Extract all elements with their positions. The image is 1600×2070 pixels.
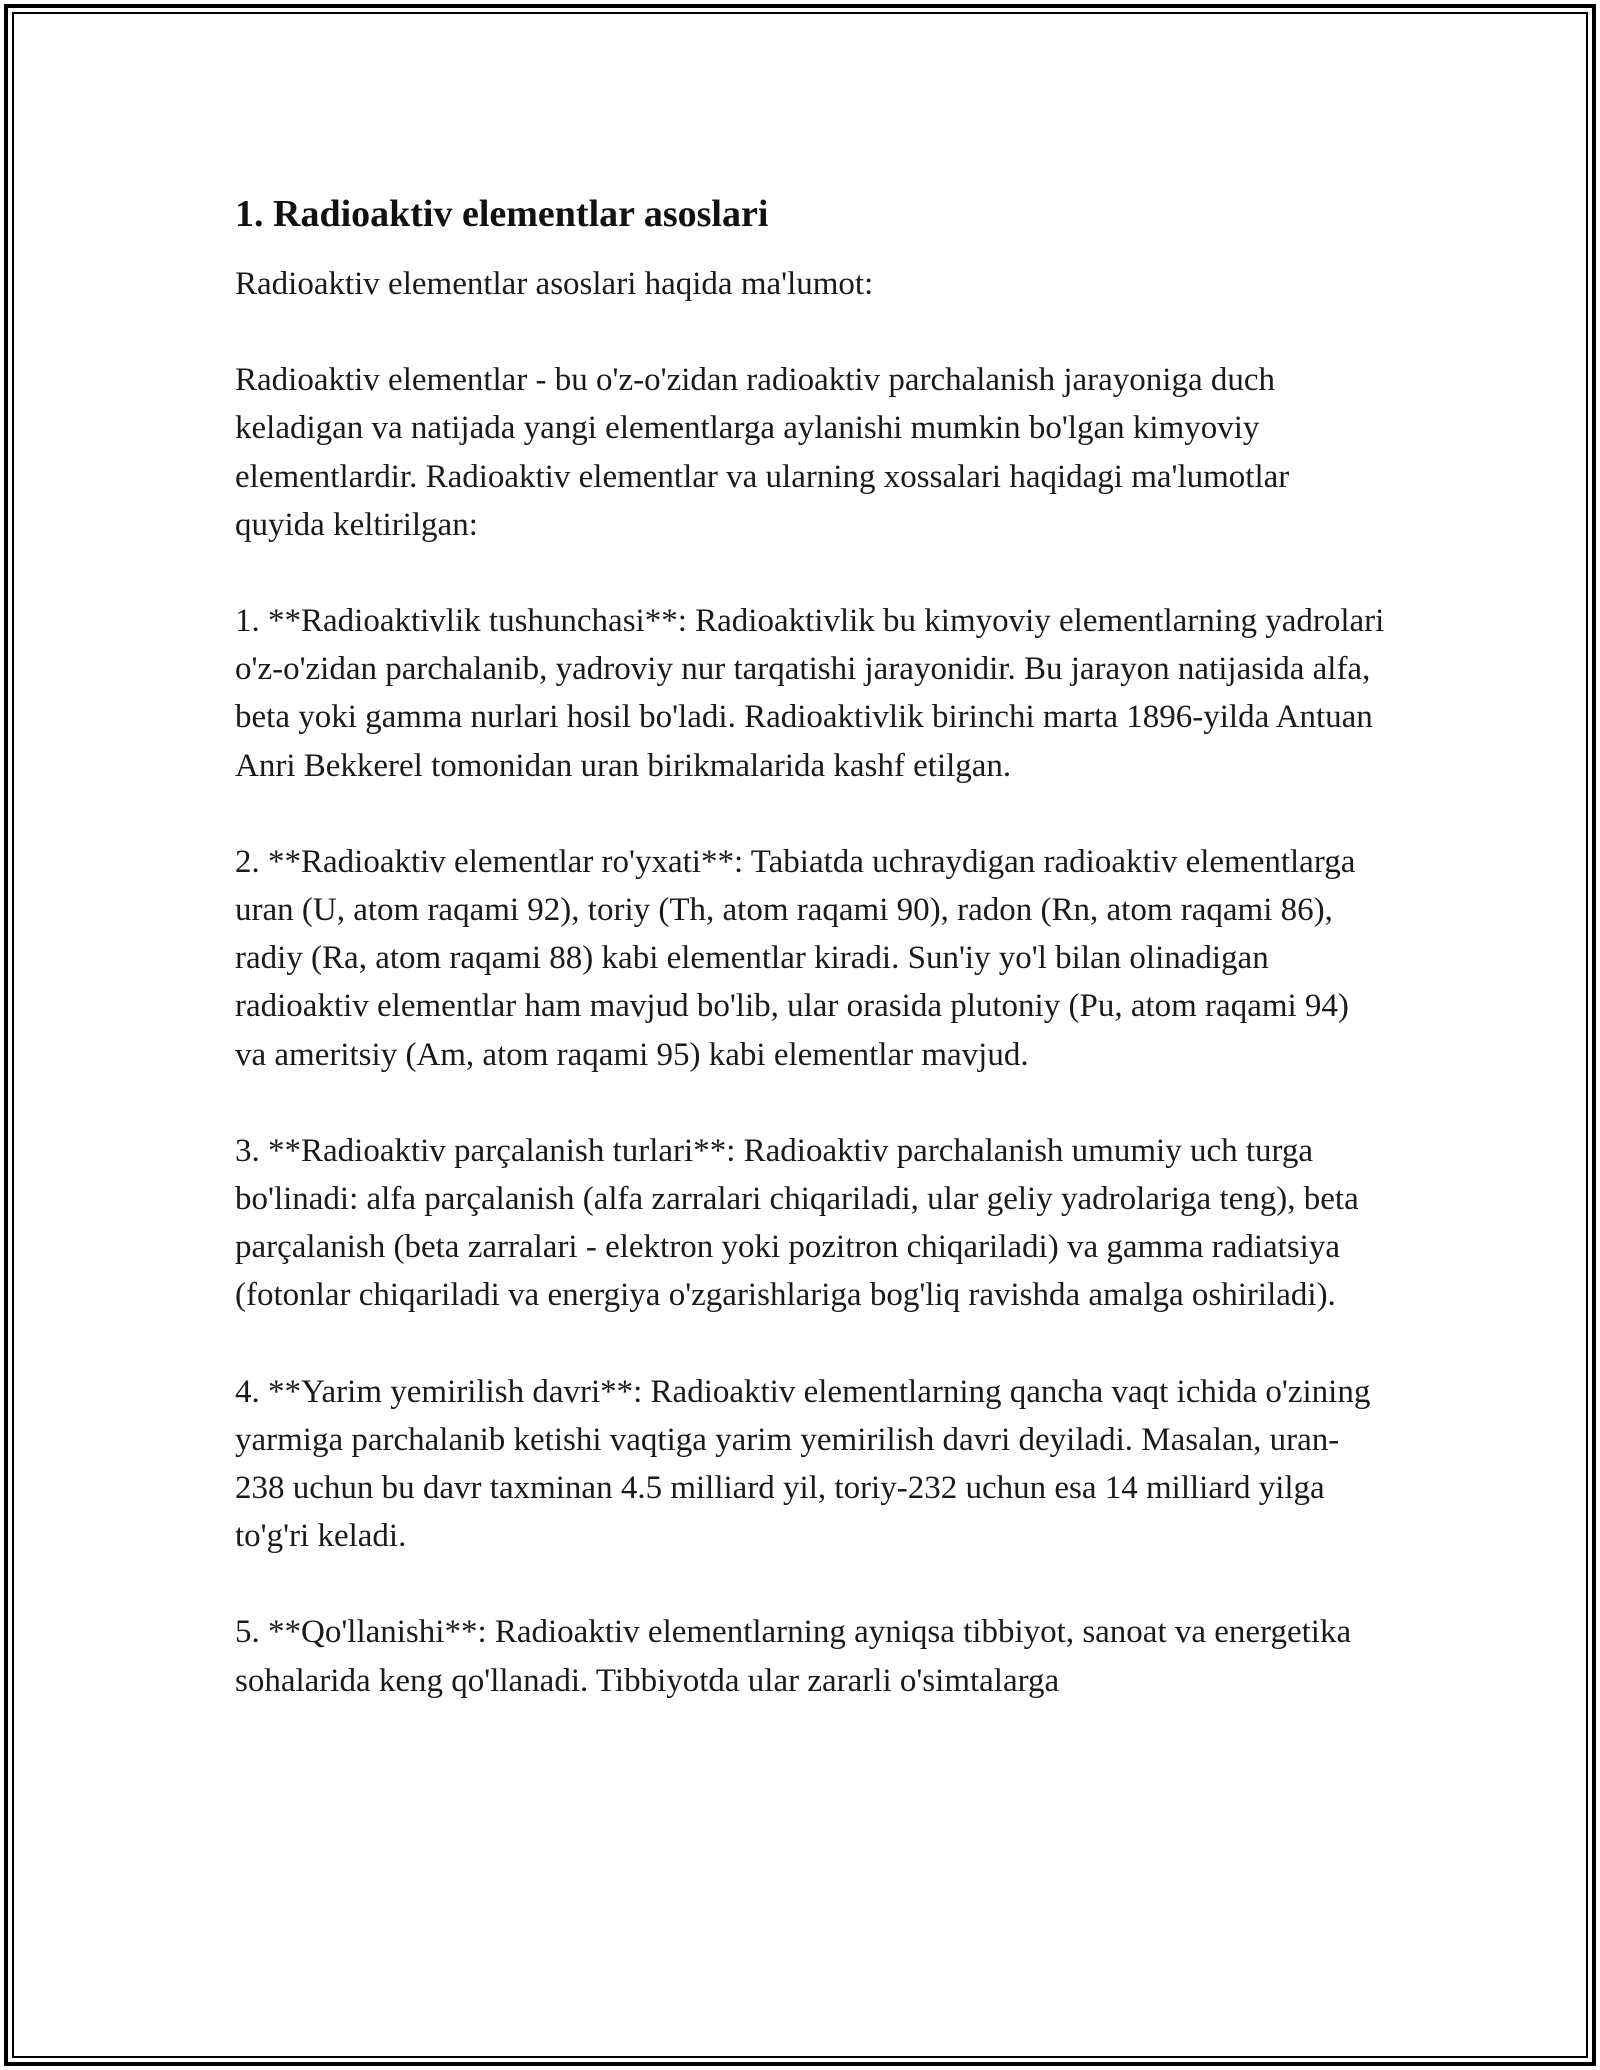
paragraph-element-list: 2. **Radioaktiv elementlar ro'yxati**: Tabiatda uchraydigan radioaktiv elementlarga uran (U, atom raqami 92), toriy (Th, atom raqami 90), radon (Rn, atom raqami 86), radiy (Ra, atom raqami 88) kabi elementlar kiradi. Sun'iy yo'l bilan olinadigan radioaktiv elementlar ham mavjud bo'lib, ular orasida plutoniy (Pu, atom raqami 94) va ameritsiy (Am, atom raqami 95) kabi elementlar mavjud. — [235, 843, 1356, 1073]
page-title: 1. Radioaktiv elementlar asoslari — [235, 193, 769, 235]
paragraph-definition: Radioaktiv elementlar - bu o'z-o'zidan radioaktiv parchalanish jarayoniga duch keladigan va natijada yangi elementlarga aylanishi mumkin bo'lgan kimyoviy elementlardir. Radioaktiv elementlar va ularning xossalari haqidagi ma'lumotlar quyida keltirilgan: — [235, 362, 1290, 543]
paragraph-half-life: 4. **Yarim yemirilish davri**: Radioaktiv elementlarning qancha vaqt ichida o'zining yarmiga parchalanib ketishi vaqtiga yarim yemirilish davri deyiladi. Masalan, uran-238 uchun bu davr taxminan 4.5 milliard yil, toriy-232 uchun esa 14 milliard yilga to'g'ri keladi. — [235, 1373, 1371, 1555]
paragraph-applications: 5. **Qo'llanishi**: Radioaktiv elementlarning ayniqsa tibbiyot, sanoat va energetika sohalarida keng qo'llanadi. Tibbiyotda ular zararli o'simtalarga — [235, 1614, 1352, 1699]
paragraph-decay-types: 3. **Radioaktiv parçalanish turlari**: Radioaktiv parchalanish umumiy uch turga bo'linadi: alfa parçalanish (alfa zarralari chiqariladi, ular geliy yadrolariga teng), beta parçalanish (beta zarralari - elektron yoki pozitron chiqariladi) va gamma radiatsiya (fotonlar chiqariladi va energiya o'zgarishlariga bog'liq ravishda amalga oshiriladi). — [235, 1132, 1359, 1314]
document-body — [235, 188, 1385, 1705]
paragraph-radioactivity-concept: 1. **Radioaktivlik tushunchasi**: Radioaktivlik bu kimyoviy elementlarning yadrolari o'z-o'zidan parchalanib, yadroviy nur tarqatishi jarayonidir. Bu jarayon natijasida alfa, beta yoki gamma nurlari hosil bo'ladi. Radioaktivlik birinchi marta 1896-yilda Antuan Anri Bekkerel tomonidan uran birikmalarida kashf etilgan. — [235, 603, 1385, 784]
intro-line: Radioaktiv elementlar asoslari haqida ma'lumot: — [235, 266, 874, 302]
